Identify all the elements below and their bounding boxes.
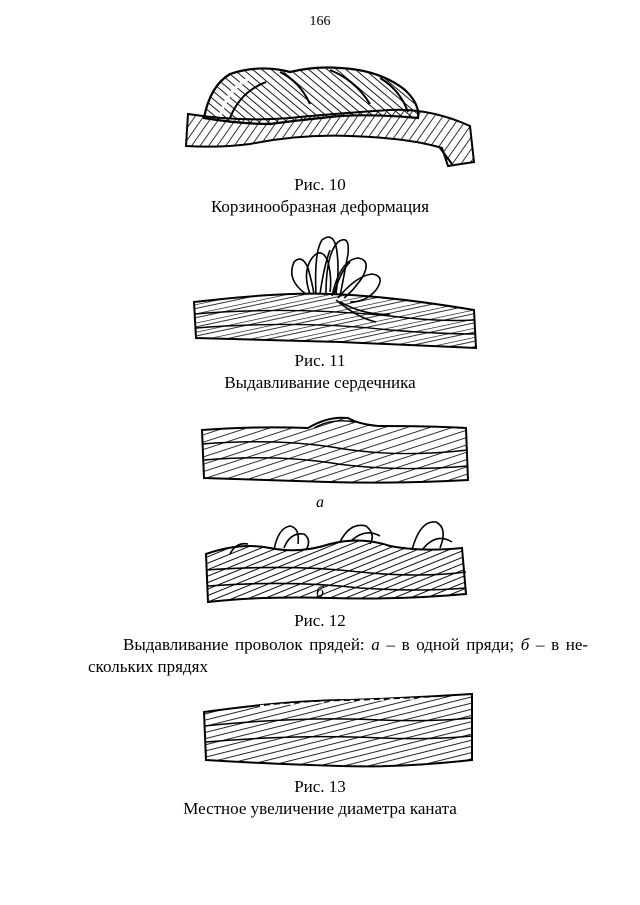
figure-12-description — [88, 634, 588, 678]
figure-12-description-line1: Выдавливание проволок прядей: а – в одной пряди; б – в не- — [123, 635, 589, 654]
figure-12-description-line2: скольких прядях — [88, 657, 208, 676]
figure-11-number: Рис. 11 — [294, 351, 346, 370]
figure-10-illustration — [180, 64, 480, 170]
figure-10-number: Рис. 10 — [294, 175, 346, 194]
figure-11-illustration — [190, 232, 480, 350]
figure-13-number: Рис. 13 — [294, 777, 346, 796]
figure-11-title: Выдавливание сердечника — [224, 373, 416, 392]
figure-12a-label: а — [316, 494, 324, 511]
figure-12b-label: б — [315, 584, 325, 601]
page-number: 166 — [309, 14, 331, 29]
figure-13-title: Местное увеличение диаметра каната — [183, 799, 457, 818]
figure-10-title: Корзинообразная деформация — [210, 197, 430, 216]
figure-12-number: Рис. 12 — [294, 611, 346, 630]
figure-12a-illustration — [198, 414, 470, 488]
figure-13-illustration — [200, 690, 476, 772]
